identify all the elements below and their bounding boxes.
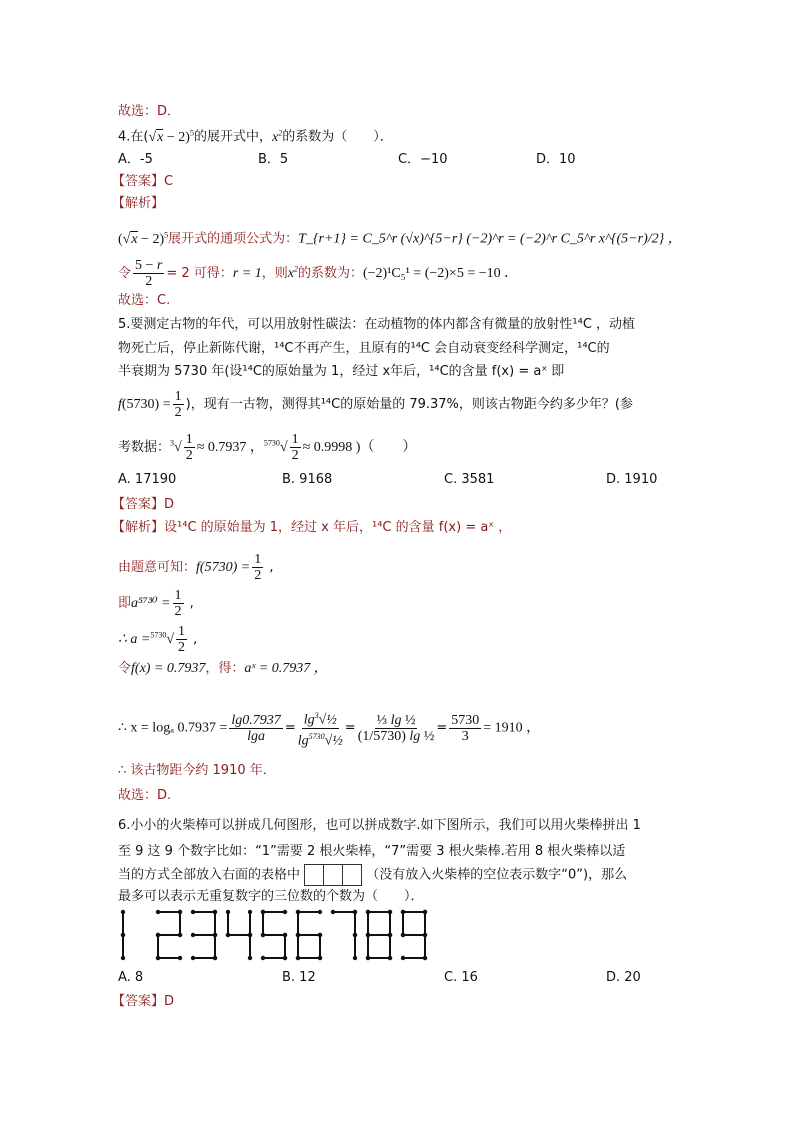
matchstick-head xyxy=(178,956,182,960)
matchstick-head xyxy=(191,910,195,914)
q4-option-d: D．10 xyxy=(536,152,576,167)
matchstick-head xyxy=(283,910,287,914)
matchstick-head xyxy=(261,933,265,937)
q4-option-a: A．-5 xyxy=(118,152,153,167)
q5-step6: ∴ 该古物距今约 1910 年． xyxy=(118,763,276,778)
q5-analysis-first: 【解析】设¹⁴C 的原始量为 1，经过 x 年后，¹⁴C 的含量 f(x) = aˣ ， xyxy=(112,520,512,535)
q4-answer: 【答案】C xyxy=(112,174,174,189)
q6-stem-line: 至 9 这 9 个数字比如：“1”需要 2 根火柴棒，“7”需要 3 根火柴棒.若用 8 根火柴棒以适 xyxy=(118,844,626,859)
matchstick-head xyxy=(318,933,322,937)
matchstick-head xyxy=(213,910,217,914)
matchstick-head xyxy=(401,910,405,914)
q5-stem-line: 5.要测定古物的年代，可以用放射性碳法：在动植物的体内都含有微量的放射性¹⁴C ，动植 xyxy=(118,317,636,332)
matchstick-digit xyxy=(226,910,252,960)
q5-option-a: A. 17190 xyxy=(118,472,177,487)
matchstick-head xyxy=(283,933,287,937)
q6-option-c: C. 16 xyxy=(444,970,478,985)
matchstick-head xyxy=(191,933,195,937)
matchstick-head xyxy=(296,956,300,960)
matchstick-head xyxy=(353,933,357,937)
matchstick-head xyxy=(318,910,322,914)
q5-step5: ∴ x = logₐ 0.7937 = $\frac{\lg 0.7937}{\lg a}$ = $\frac{\lg^3√\frac{1}{2}}{\lg^{5730}√\frac{1}{2}}$ = $\frac{\text{⅓ lg ½}}{\text{(1/5730) lg ½}}$ = $\frac{5730}{3}$ = 1910 ， xyxy=(118,708,540,748)
matchstick-head xyxy=(121,910,125,914)
q5-option-d: D. 1910 xyxy=(606,472,658,487)
matchstick-digit xyxy=(401,910,427,960)
matchstick-head xyxy=(353,956,357,960)
matchstick-head xyxy=(401,956,405,960)
matchstick-head xyxy=(423,956,427,960)
matchstick-head xyxy=(248,933,252,937)
matchstick-head xyxy=(296,910,300,914)
three-cell-table xyxy=(304,864,362,886)
matchstick-digit xyxy=(366,910,392,960)
matchstick-head xyxy=(388,933,392,937)
q4-analysis-label: 【解析】 xyxy=(112,196,165,211)
q5-option-b: B. 9168 xyxy=(282,472,333,487)
q5-stem-line5: 考数据：$^3$√ $\frac{1}{2}$ ≈ 0.7937 ，$^{5730}$√ $\frac{1}{2}$ ≈ 0.9998 )（ ） xyxy=(118,432,417,463)
q5-step1: 由题意可知：f(5730) = $\frac{1}{2}$ , xyxy=(118,552,274,583)
matchstick-digit xyxy=(296,910,322,960)
q4-analysis-line1: $(√x - 2)^5$展开式的通项公式为：T_{r+1} = C_5^r (√x)^{5−r} (−2)^r = (−2)^r C_5^r x^{(5−r)/2} ， xyxy=(118,230,682,247)
prev-answer: 故选：D． xyxy=(118,104,181,119)
matchstick-head xyxy=(366,933,370,937)
q6-option-b: B. 12 xyxy=(282,970,316,985)
q5-stem-line: 物死亡后，停止新陈代谢，¹⁴C不再产生，且原有的¹⁴C 会自动衰变经科学测定，¹⁴C的 xyxy=(118,341,610,356)
q6-stem-line: 6.小小的火柴棒可以拼成几何图形，也可以拼成数字.如下图所示，我们可以用火柴棒拼出 1 xyxy=(118,818,641,833)
matchstick-digit xyxy=(191,910,217,960)
matchstick-head xyxy=(226,910,230,914)
matchstick-head xyxy=(423,933,427,937)
q6-option-d: D. 20 xyxy=(606,970,641,985)
matchstick-head xyxy=(178,910,182,914)
q4-option-c: C．−10 xyxy=(398,152,448,167)
matchstick-head xyxy=(156,956,160,960)
matchstick-head xyxy=(388,910,392,914)
q6-answer: 【答案】D xyxy=(112,994,175,1009)
q5-stem-line4: f(5730) = $\frac{1}{2}$ )，现有一古物，测得其¹⁴C的原始量的 79.37%，则该古物距今约多少年？(参 xyxy=(118,389,633,420)
matchstick-head xyxy=(213,933,217,937)
q5-step3: ∴ a =$^{5730}$√ $\frac{1}{2}$ , xyxy=(118,624,198,655)
q6-option-a: A. 8 xyxy=(118,970,144,985)
matchstick-head xyxy=(318,956,322,960)
matchstick-head xyxy=(248,956,252,960)
q6-stem-line3: 当的方式全部放入右面的表格中 （没有放入火柴棒的空位表示数字“0”)，那么 xyxy=(118,864,627,886)
matchstick-head xyxy=(213,956,217,960)
q4-analysis-line2: 令 $\frac{5 - r}{2}$ = 2 可得：r = 1，则$x^2$的系数为：(−2)¹C₅¹ = (−2)×5 = −10 ． xyxy=(118,258,519,289)
matchstick-head xyxy=(261,910,265,914)
q5-step2: 即a⁵⁷³⁰ = $\frac{1}{2}$ , xyxy=(118,588,194,619)
q6-stem-line: 最多可以表示无重复数字的三位数的个数为（ ）． xyxy=(118,889,424,904)
q5-conclusion: 故选：D. xyxy=(118,788,172,803)
matchstick-digit xyxy=(261,910,287,960)
q5-step4: 令f(x) = 0.7937，得：aˣ = 0.7937 ， xyxy=(118,661,328,676)
matchstick-head xyxy=(191,956,195,960)
q5-stem-line: 半衰期为 5730 年(设¹⁴C的原始量为 1，经过 x年后，¹⁴C的含量 f(x) = aˣ 即 xyxy=(118,364,565,379)
matchstick-head xyxy=(423,910,427,914)
matchstick-head xyxy=(248,910,252,914)
matchstick-head xyxy=(121,956,125,960)
matchstick-head xyxy=(388,956,392,960)
matchstick-head xyxy=(401,933,405,937)
matchstick-head xyxy=(156,933,160,937)
q5-option-c: C. 3581 xyxy=(444,472,495,487)
q4-option-b: B．5 xyxy=(258,152,289,167)
matchstick-digits-figure xyxy=(118,908,428,968)
matchstick-head xyxy=(261,956,265,960)
q4-conclusion: 故选：C. xyxy=(118,293,171,308)
matchstick-head xyxy=(296,933,300,937)
matchstick-digit xyxy=(331,910,357,960)
q4-stem: 4.在$(√x - 2)^5$的展开式中，$x^2$的系数为（ ）． xyxy=(118,128,393,145)
matchstick-head xyxy=(121,933,125,937)
matchstick-head xyxy=(366,910,370,914)
matchstick-head xyxy=(353,910,357,914)
q5-answer: 【答案】D xyxy=(112,497,175,512)
matchstick-head xyxy=(366,956,370,960)
matchstick-head xyxy=(178,933,182,937)
matchstick-digit xyxy=(121,910,125,960)
matchstick-head xyxy=(283,956,287,960)
matchstick-head xyxy=(331,910,335,914)
matchstick-digit xyxy=(156,910,182,960)
matchstick-head xyxy=(156,910,160,914)
matchstick-head xyxy=(226,933,230,937)
